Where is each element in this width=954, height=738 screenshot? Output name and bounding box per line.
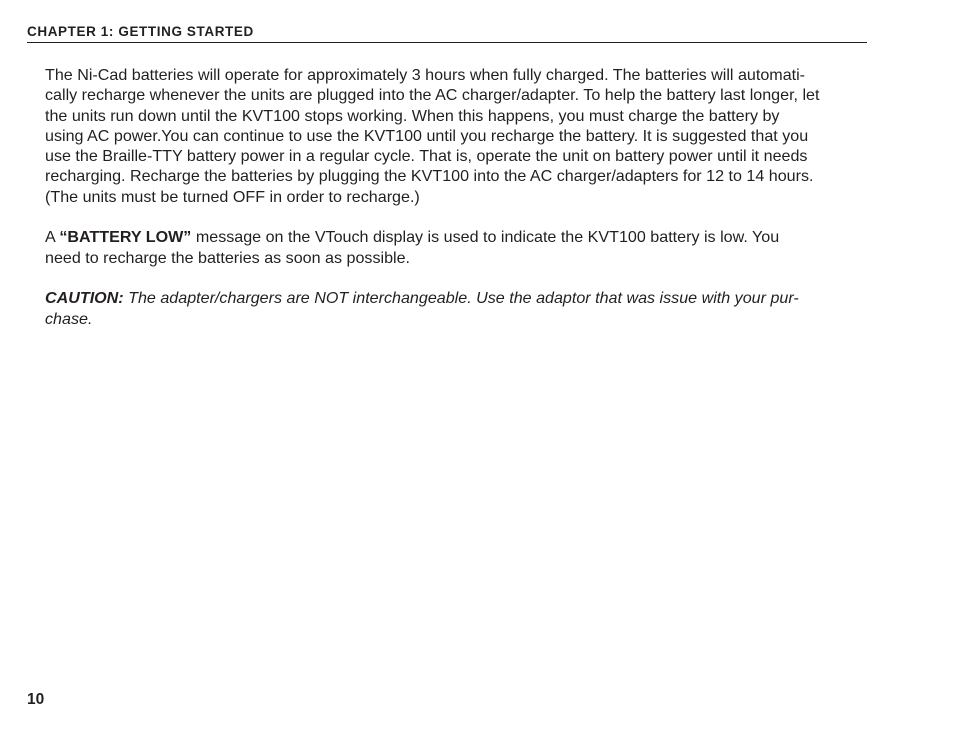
paragraph-line: The Ni-Cad batteries will operate for approximately 3 hours when fully charged. The batteries will automati- [45, 66, 806, 84]
paragraph-prefix: A [45, 228, 60, 247]
paragraph-spacer [45, 207, 875, 227]
chapter-title: CHAPTER 1: GETTING STARTED [27, 24, 254, 39]
battery-info-paragraph [45, 65, 875, 207]
paragraph-line: (The units must be turned OFF in order to recharge.) [45, 187, 420, 206]
paragraph-line: using AC power.You can continue to use the KVT100 until you recharge the battery. It is suggested that you [45, 126, 809, 145]
paragraph-line [45, 227, 875, 247]
battery-low-emphasis: “BATTERY LOW” [59, 228, 192, 247]
page-header [27, 22, 867, 43]
caution-text: The adapter/chargers are NOT interchangeable. Use the adaptor that was issue with your pur- [123, 289, 799, 308]
paragraph-text: message on the VTouch display is used to indicate the KVT100 battery is low. You [191, 228, 780, 247]
paragraph-line: recharging. Recharge the batteries by plugging the KVT100 into the AC charger/adapters for 12 to 14 hours. [45, 167, 814, 186]
paragraph-line: use the Braille-TTY battery power in a regular cycle. That is, operate the unit on battery power until it needs [45, 147, 808, 166]
body-content [45, 65, 875, 329]
page-number: 10 [27, 691, 45, 708]
caution-label: CAUTION: [45, 289, 124, 308]
paragraph-line: chase. [45, 309, 93, 328]
paragraph-line: need to recharge the batteries as soon as possible. [45, 248, 411, 267]
paragraph-spacer [45, 268, 875, 288]
caution-paragraph [45, 288, 875, 329]
paragraph-line: cally recharge whenever the units are plugged into the AC charger/adapter. To help the battery last longer, let [45, 86, 820, 105]
paragraph-line [45, 288, 875, 308]
battery-low-paragraph [45, 227, 875, 268]
paragraph-line: the units run down until the KVT100 stops working. When this happens, you must charge the battery by [45, 106, 780, 125]
